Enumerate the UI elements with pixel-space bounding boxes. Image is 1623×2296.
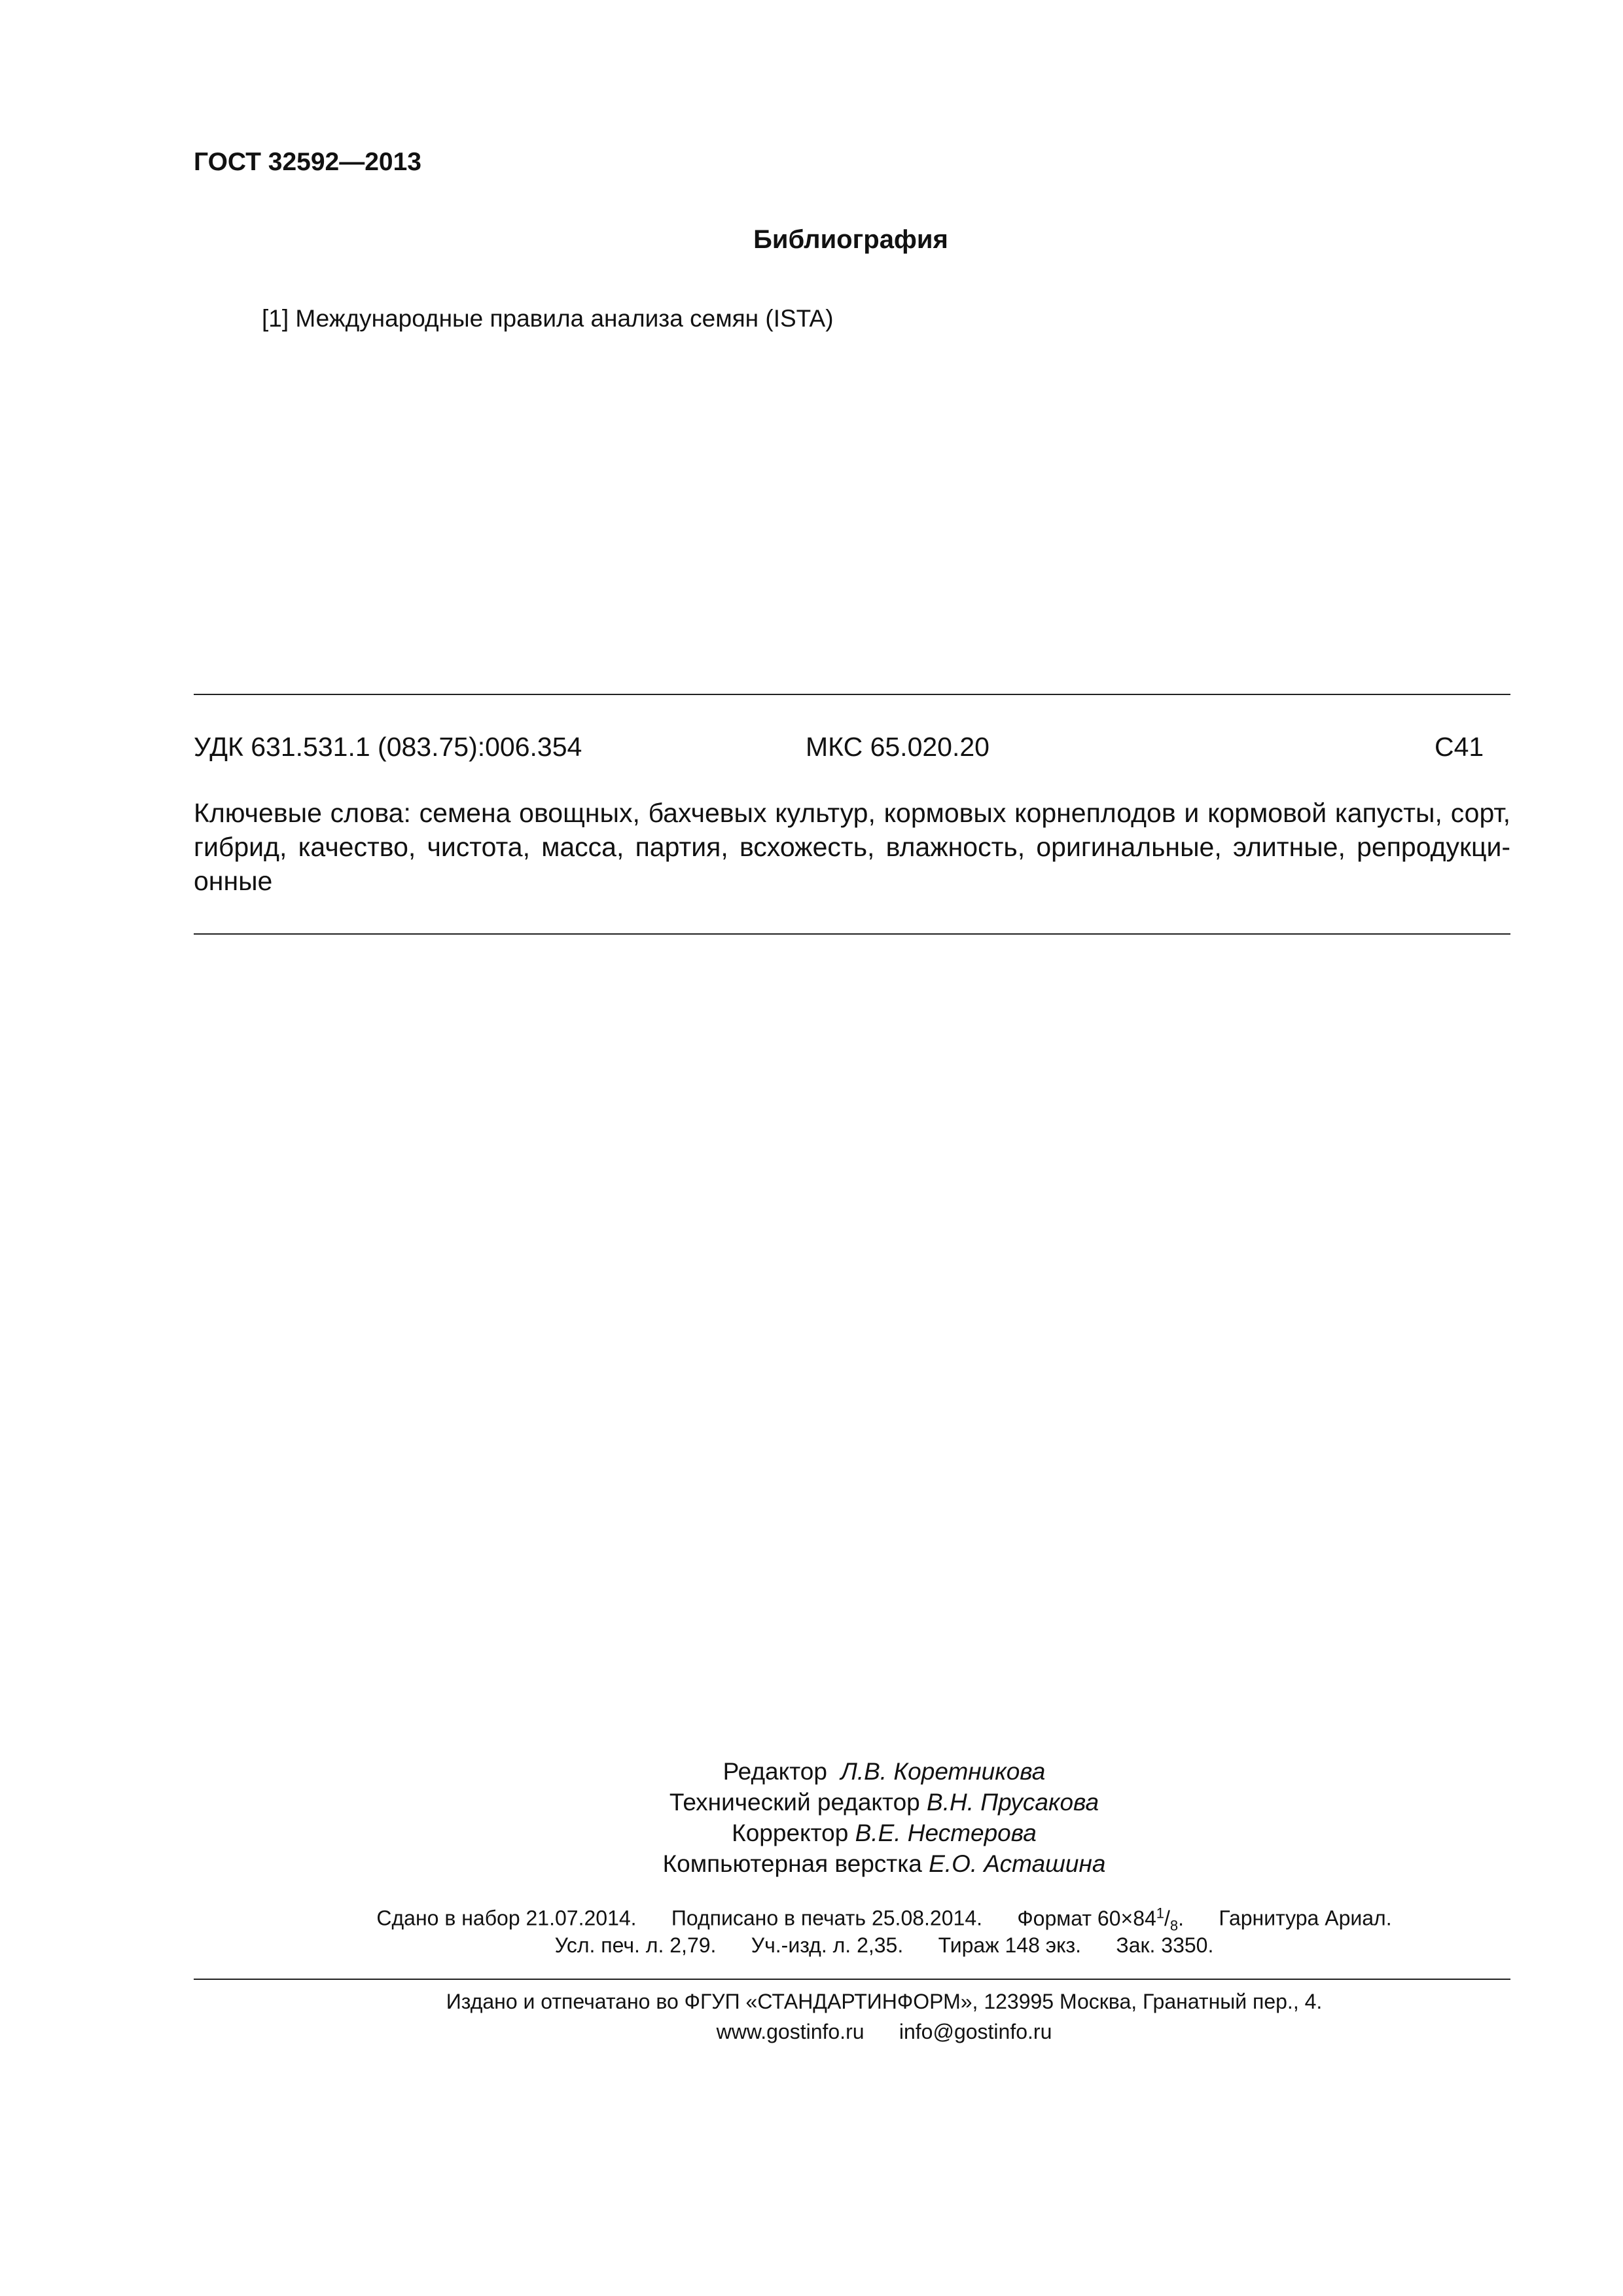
staff-name: В.Н. Прусакова: [927, 1789, 1099, 1816]
publisher-contacts: [0, 2020, 1623, 2044]
publisher-info: Издано и отпечатано во ФГУП «СТАНДАРТИНФОРМ», 123995 Москва, Гранатный пер., 4.: [446, 1990, 1323, 2013]
staff-corrector: [0, 1820, 1623, 1847]
publication-details-line-2: [0, 1933, 1623, 1958]
print-sheets: Усл. печ. л. 2,79.: [554, 1933, 717, 1957]
staff-name: Л.В. Коретникова: [840, 1758, 1046, 1785]
website-link[interactable]: www.gostinfo.ru: [716, 2020, 865, 2043]
bibliography-item: [1] Международные правила анализа семян (ISTA): [262, 305, 834, 332]
keywords-paragraph: Ключевые слова: семена овощных, бахчевых культур, кормовых корнеплодов и кормовой капусты, сорт, гибрид, качество, чистота, масса, партия, всхожесть, влажность, оригинальные, элитные, репродукци-онные: [194, 798, 1510, 896]
staff-technical-editor: [0, 1789, 1623, 1816]
email-link[interactable]: info@gostinfo.ru: [899, 2020, 1052, 2043]
publication-details-line-1: [0, 1905, 1623, 1934]
typeface: Гарнитура Ариал.: [1219, 1906, 1392, 1930]
format: Формат $60\times 84^1/_8$.: [1017, 1905, 1185, 1934]
circulation: Тираж 148 экз.: [938, 1933, 1082, 1957]
signed-date: Подписано в печать 25.08.2014.: [671, 1906, 982, 1930]
divider-bottom: [194, 1979, 1510, 1980]
staff-name: В.Е. Нестерова: [855, 1820, 1037, 1846]
staff-name: Е.О. Асташина: [929, 1850, 1106, 1877]
udk-code: УДК 631.531.1 (083.75):006.354: [194, 732, 582, 762]
divider-middle: [194, 933, 1510, 935]
staff-role: Корректор: [732, 1820, 849, 1846]
mks-code: МКС 65.020.20: [806, 732, 990, 762]
bibliography-title: Библиография: [753, 225, 948, 254]
category-code: С41: [1435, 732, 1484, 762]
divider-top: [194, 694, 1510, 695]
staff-layout: [0, 1850, 1623, 1878]
staff-role: Технический редактор: [669, 1789, 920, 1816]
staff-role: Компьютерная верстка: [662, 1850, 922, 1877]
document-code: ГОСТ 32592—2013: [194, 148, 421, 176]
order-number: Зак. 3350.: [1116, 1933, 1214, 1957]
publisher-sheets: Уч.-изд. л. 2,35.: [751, 1933, 904, 1957]
sent-date: Сдано в набор 21.07.2014.: [376, 1906, 637, 1930]
staff-editor: [0, 1758, 1623, 1785]
staff-role: Редактор: [722, 1758, 827, 1785]
